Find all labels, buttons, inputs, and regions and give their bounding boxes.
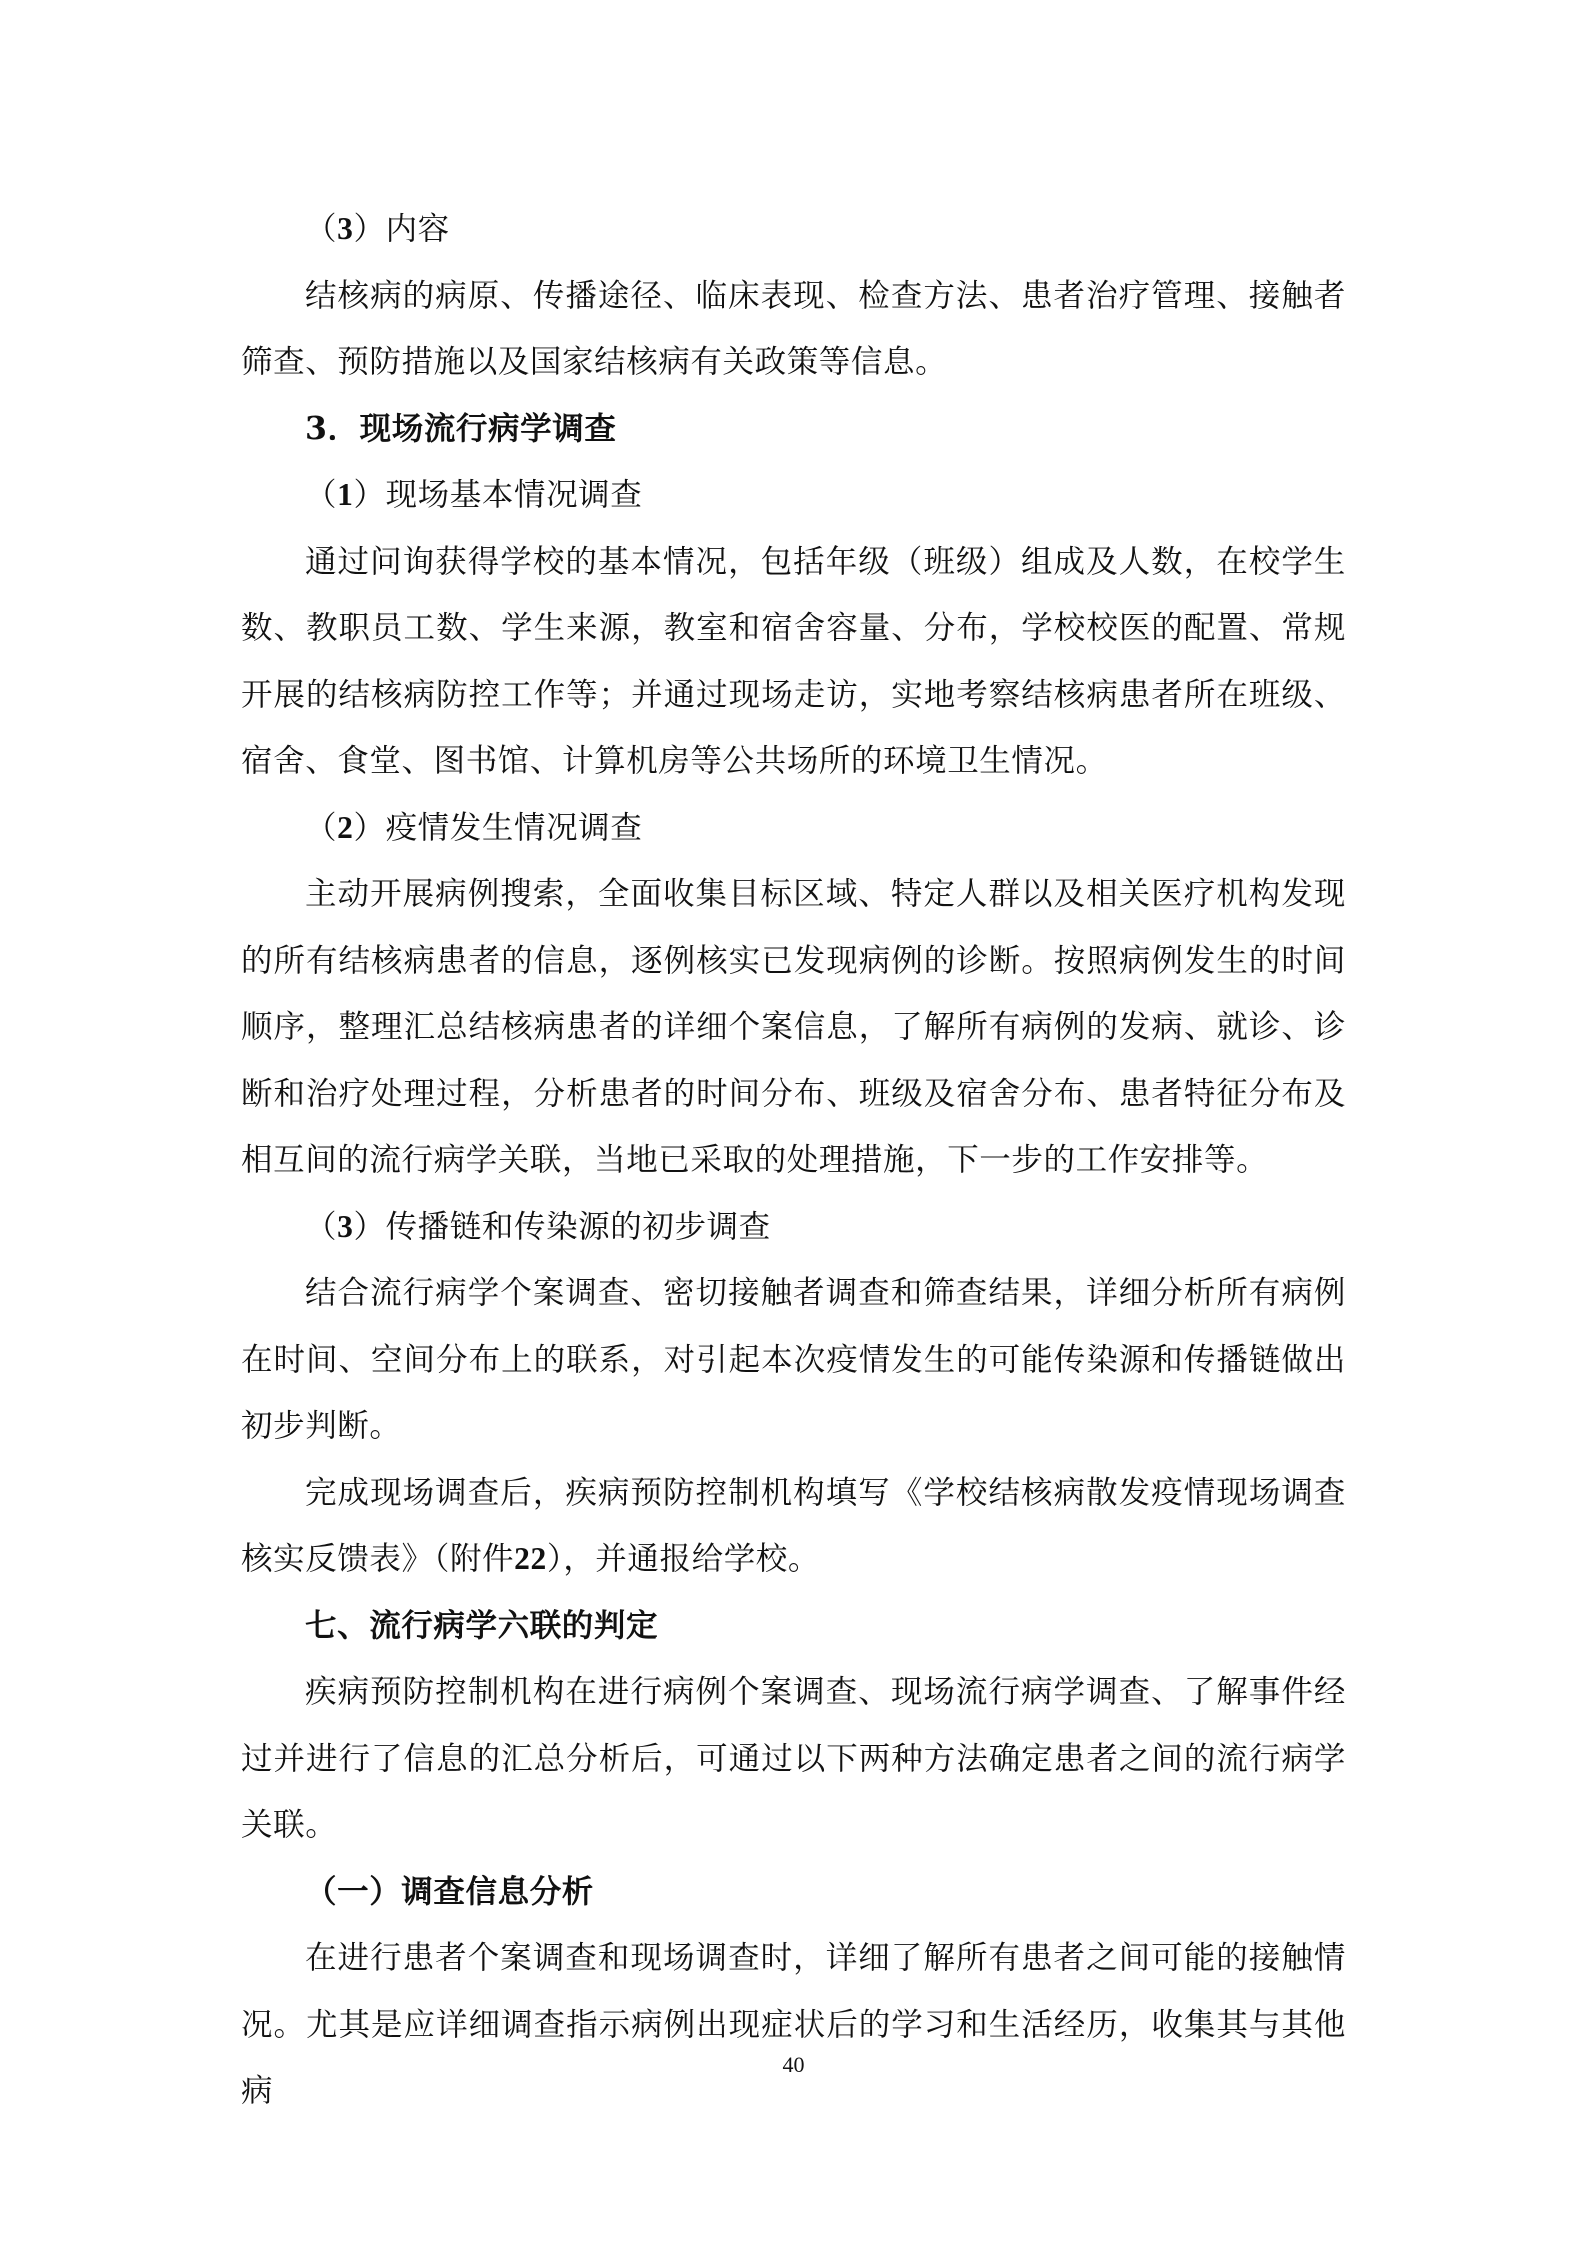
appendix-number: 22	[514, 1541, 547, 1576]
subheading-basic-situation: （1）现场基本情况调查	[305, 477, 643, 513]
paragraph-epidemiological-link: 疾病预防控制机构在进行病例个案调查、现场流行病学调查、了解事件经过并进行了信息的汇总分析后，可通过以下两种方法确定患者之间的流行病学关联。	[241, 1674, 1346, 1843]
subheading-text: 内容	[385, 211, 450, 247]
subheading-text: 现场基本情况调查	[385, 477, 643, 513]
paragraph-transmission-chain: 结合流行病学个案调查、密切接触者调查和筛查结果，详细分析所有病例在时间、空间分布上的联系，对引起本次疫情发生的可能传染源和传播链做出初步判断。	[241, 1275, 1346, 1444]
paragraph-content-description: 结核病的病原、传播途径、临床表现、检查方法、患者治疗管理、接触者筛查、预防措施以及国家结核病有关政策等信息。	[241, 277, 1346, 380]
subheading-number: 1	[337, 477, 354, 512]
subheading-number: 3	[337, 1208, 354, 1244]
subheading-transmission-chain: （3）传播链和传染源的初步调查	[305, 1208, 771, 1245]
page-number: 40	[782, 2052, 805, 2077]
paragraph-feedback-form	[241, 1460, 1346, 1593]
document-body	[241, 196, 1346, 2125]
subheading-text: 传播链和传染源的初步调查	[385, 1208, 771, 1245]
feedback-text-before: 完成现场调查后，疾病预防控制机构填写《学校结核病散发疫情现场调查核实反馈表》（附件	[241, 1474, 1346, 1577]
subheading-number: 2	[337, 809, 354, 845]
subheading-number: 3	[337, 211, 354, 246]
section-heading-field-investigation: 3．现场流行病学调查	[305, 409, 617, 447]
paragraph-info-analysis: 在进行患者个案调查和现场调查时，详细了解所有患者之间可能的接触情况。尤其是应详细调查指示病例出现症状后的学习和生活经历，收集其与其他病	[241, 1940, 1346, 2109]
paragraph-basic-situation: 通过问询获得学校的基本情况，包括年级（班级）组成及人数，在校学生数、教职员工数、学生来源，教室和宿舍容量、分布，学校校医的配置、常规开展的结核病防控工作等；并通过现场走访，实地考察结核病患者所在班级、宿舍、食堂、图书馆、计算机房等公共场所的环境卫生情况。	[241, 543, 1346, 779]
feedback-text-after: ），并通报给学校。	[546, 1541, 821, 1577]
subheading-text: 疫情发生情况调查	[385, 809, 643, 846]
subsection-heading-info-analysis: （一）调查信息分析	[305, 1872, 594, 1910]
subheading-content: （3）内容	[305, 211, 450, 247]
paragraph-outbreak-situation: 主动开展病例搜索，全面收集目标区域、特定人群以及相关医疗机构发现的所有结核病患者的信息，逐例核实已发现病例的诊断。按照病例发生的时间顺序，整理汇总结核病患者的详细个案信息，了解所有病例的发病、就诊、诊断和治疗处理过程，分析患者的时间分布、班级及宿舍分布、患者特征分布及相互间的流行病学关联，当地已采取的处理措施，下一步的工作安排等。	[241, 876, 1346, 1178]
section-heading-epidemiological-link: 七、流行病学六联的判定	[305, 1606, 659, 1644]
subheading-outbreak-situation: （2）疫情发生情况调查	[305, 809, 643, 846]
